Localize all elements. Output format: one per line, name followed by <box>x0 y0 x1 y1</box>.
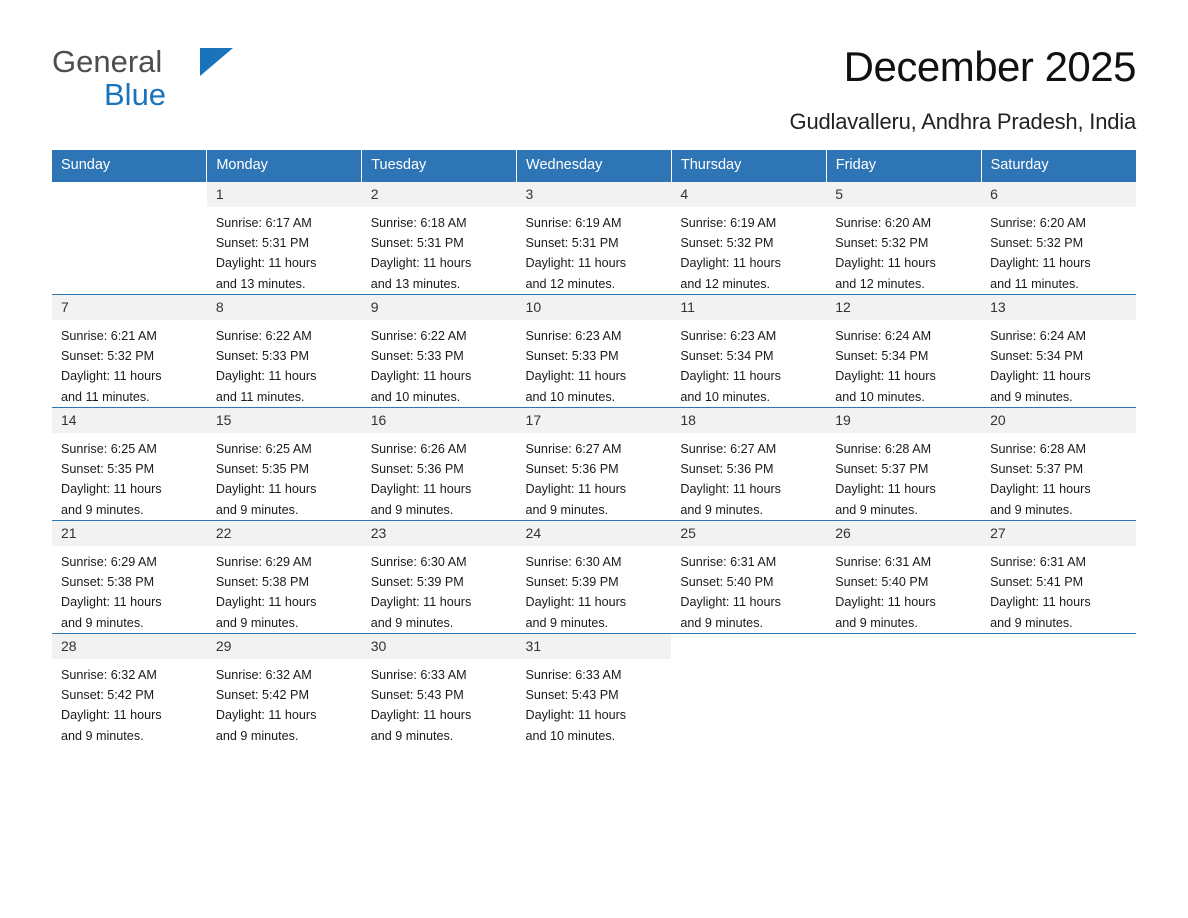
day-number: 16 <box>362 408 517 433</box>
weekday-header-saturday: Saturday <box>981 150 1136 182</box>
day-info-line: Sunset: 5:36 PM <box>370 462 464 477</box>
calendar-day-cell[interactable] <box>826 295 981 408</box>
calendar-day-cell[interactable] <box>826 408 981 521</box>
day-info <box>517 207 672 294</box>
calendar-day-cell[interactable] <box>826 182 981 295</box>
day-info-line: Sunrise: 6:19 AM <box>680 216 777 230</box>
calendar-day-cell[interactable] <box>671 521 826 634</box>
day-info-line: and 9 minutes. <box>835 615 918 630</box>
day-info-line: Sunrise: 6:32 AM <box>215 668 312 682</box>
day-info-line: Sunset: 5:31 PM <box>525 236 619 251</box>
day-info-line: Sunrise: 6:33 AM <box>370 668 467 682</box>
calendar-day-cell[interactable] <box>517 408 672 521</box>
day-info-line: Sunset: 5:33 PM <box>370 349 464 364</box>
day-info-line: Sunset: 5:32 PM <box>990 236 1084 251</box>
day-info-line: Sunset: 5:34 PM <box>680 349 774 364</box>
day-info <box>517 659 672 746</box>
day-info <box>826 433 981 520</box>
day-info-line: Daylight: 11 hours <box>370 708 472 723</box>
calendar-day-cell[interactable] <box>671 295 826 408</box>
day-info-line: Sunrise: 6:22 AM <box>370 329 467 343</box>
day-info-line: Sunset: 5:34 PM <box>990 349 1084 364</box>
day-info <box>671 546 826 633</box>
day-info-line: and 9 minutes. <box>525 615 609 630</box>
day-info <box>981 546 1136 633</box>
day-number: 10 <box>517 295 672 320</box>
calendar-day-cell[interactable] <box>981 521 1136 634</box>
day-info <box>826 546 981 633</box>
day-info-line: and 13 minutes. <box>215 276 306 291</box>
calendar-week-row <box>52 521 1136 634</box>
day-info-line: Sunrise: 6:28 AM <box>990 442 1086 456</box>
calendar-day-cell[interactable] <box>52 408 207 521</box>
day-number: 4 <box>671 182 826 207</box>
day-number: 19 <box>826 408 981 433</box>
calendar-day-cell[interactable] <box>207 295 362 408</box>
day-info-line: Sunrise: 6:21 AM <box>61 329 157 343</box>
day-number: 20 <box>981 408 1136 433</box>
day-info <box>981 433 1136 520</box>
day-info-line: and 12 minutes. <box>525 276 616 291</box>
day-info-line: and 13 minutes. <box>370 276 461 291</box>
day-info-line: Daylight: 11 hours <box>525 595 627 610</box>
calendar-empty-cell <box>671 634 826 747</box>
calendar-day-cell[interactable] <box>517 521 672 634</box>
calendar-day-cell[interactable] <box>362 295 517 408</box>
day-info <box>362 207 517 294</box>
day-info-line: Daylight: 11 hours <box>525 256 627 271</box>
weekday-header-wednesday: Wednesday <box>517 150 672 182</box>
calendar-week-row <box>52 408 1136 521</box>
day-info-line: Sunrise: 6:22 AM <box>215 329 312 343</box>
day-info-line: Sunset: 5:36 PM <box>680 462 774 477</box>
day-info-line: and 9 minutes. <box>215 615 299 630</box>
day-info-line: and 9 minutes. <box>61 502 144 517</box>
day-number: 23 <box>362 521 517 546</box>
day-info-line: Daylight: 11 hours <box>990 369 1091 384</box>
calendar-day-cell[interactable] <box>671 408 826 521</box>
calendar-day-cell[interactable] <box>52 295 207 408</box>
calendar-day-cell[interactable] <box>207 182 362 295</box>
day-info <box>517 320 672 407</box>
day-info-line: Sunrise: 6:23 AM <box>525 329 622 343</box>
day-info-line: Sunset: 5:35 PM <box>215 462 309 477</box>
day-number: 13 <box>981 295 1136 320</box>
logo-text-blue: Blue <box>104 77 167 112</box>
day-info-line: and 10 minutes. <box>525 389 616 404</box>
day-info-line: and 10 minutes. <box>680 389 770 404</box>
day-info-line: Daylight: 11 hours <box>370 595 472 610</box>
day-info-line: Sunset: 5:42 PM <box>215 688 309 703</box>
day-number: 8 <box>207 295 362 320</box>
day-number: 11 <box>671 295 826 320</box>
day-info-line: Sunset: 5:32 PM <box>680 236 774 251</box>
day-info-line: Sunset: 5:32 PM <box>835 236 929 251</box>
day-info-line: Daylight: 11 hours <box>990 256 1091 271</box>
day-info <box>826 320 981 407</box>
calendar-day-cell[interactable] <box>52 521 207 634</box>
calendar-day-cell[interactable] <box>517 295 672 408</box>
day-info-line: Sunrise: 6:17 AM <box>215 216 312 230</box>
day-number <box>826 634 981 645</box>
day-info-line: Sunrise: 6:31 AM <box>835 555 932 569</box>
day-info-line: Sunrise: 6:32 AM <box>61 668 157 682</box>
day-info-line: and 9 minutes. <box>680 615 763 630</box>
weekday-header-sunday: Sunday <box>52 150 207 182</box>
day-number: 15 <box>207 408 362 433</box>
calendar-table <box>52 150 1136 746</box>
day-info-line: Sunset: 5:38 PM <box>61 575 155 590</box>
weekday-header-thursday: Thursday <box>671 150 826 182</box>
day-info-line: Sunset: 5:37 PM <box>835 462 929 477</box>
day-info <box>207 546 362 633</box>
day-number: 9 <box>362 295 517 320</box>
day-number: 17 <box>517 408 672 433</box>
day-number: 1 <box>207 182 362 207</box>
general-blue-logo <box>52 46 232 110</box>
day-info-line: and 10 minutes. <box>370 389 461 404</box>
day-info-line: Sunset: 5:36 PM <box>525 462 619 477</box>
day-info-line: and 9 minutes. <box>680 502 763 517</box>
logo-triangle-icon <box>200 48 233 76</box>
day-info <box>362 659 517 746</box>
day-info-line: Sunset: 5:41 PM <box>990 575 1084 590</box>
calendar-day-cell[interactable] <box>826 521 981 634</box>
day-info-line: Sunrise: 6:23 AM <box>680 329 777 343</box>
day-info-line: and 9 minutes. <box>370 615 454 630</box>
day-info-line: Sunset: 5:31 PM <box>370 236 464 251</box>
day-info <box>826 207 981 294</box>
day-info-line: Sunset: 5:34 PM <box>835 349 929 364</box>
day-info-line: Sunset: 5:39 PM <box>525 575 619 590</box>
day-info-line: Daylight: 11 hours <box>61 369 162 384</box>
day-info-line: Sunrise: 6:24 AM <box>835 329 932 343</box>
day-info <box>52 659 207 746</box>
day-info-line: and 9 minutes. <box>215 728 299 743</box>
day-info-line: and 9 minutes. <box>370 502 454 517</box>
day-number: 12 <box>826 295 981 320</box>
calendar-day-cell[interactable] <box>981 182 1136 295</box>
day-info-line: and 9 minutes. <box>61 728 144 743</box>
day-info-line: Sunset: 5:42 PM <box>61 688 155 703</box>
day-info-line: and 9 minutes. <box>370 728 454 743</box>
calendar-day-cell[interactable] <box>517 182 672 295</box>
day-number <box>981 634 1136 645</box>
day-info <box>671 433 826 520</box>
day-info-line: Sunrise: 6:30 AM <box>525 555 622 569</box>
day-info-line: Daylight: 11 hours <box>370 369 472 384</box>
day-info-line: Daylight: 11 hours <box>61 595 162 610</box>
day-info <box>517 546 672 633</box>
day-number: 2 <box>362 182 517 207</box>
day-info-line: Sunset: 5:40 PM <box>680 575 774 590</box>
day-info-line: Sunrise: 6:26 AM <box>370 442 467 456</box>
day-info <box>362 433 517 520</box>
day-number: 14 <box>52 408 207 433</box>
calendar-day-cell[interactable] <box>671 182 826 295</box>
day-info-line: Daylight: 11 hours <box>215 482 317 497</box>
day-info-line: Sunrise: 6:19 AM <box>525 216 622 230</box>
day-info-line: and 10 minutes. <box>525 728 616 743</box>
day-info-line: Sunrise: 6:31 AM <box>680 555 777 569</box>
day-info-line: Daylight: 11 hours <box>990 595 1091 610</box>
day-info-line: Daylight: 11 hours <box>215 369 317 384</box>
day-number <box>671 634 826 645</box>
calendar-header-row <box>52 150 1136 182</box>
calendar-empty-cell <box>981 634 1136 747</box>
day-info-line: Sunrise: 6:18 AM <box>370 216 467 230</box>
calendar-day-cell[interactable] <box>362 182 517 295</box>
day-info-line: Daylight: 11 hours <box>61 708 162 723</box>
day-number: 7 <box>52 295 207 320</box>
day-info-line: Sunrise: 6:28 AM <box>835 442 932 456</box>
day-number: 28 <box>52 634 207 659</box>
day-info-line: Sunset: 5:40 PM <box>835 575 929 590</box>
day-info-line: Sunset: 5:33 PM <box>525 349 619 364</box>
day-info <box>671 207 826 294</box>
calendar-week-row <box>52 295 1136 408</box>
calendar-day-cell[interactable] <box>362 634 517 747</box>
day-number: 25 <box>671 521 826 546</box>
day-info-line: Daylight: 11 hours <box>680 595 781 610</box>
calendar-day-cell[interactable] <box>362 408 517 521</box>
day-info-line: Sunrise: 6:25 AM <box>215 442 312 456</box>
calendar-day-cell[interactable] <box>207 521 362 634</box>
day-info-line: Sunset: 5:39 PM <box>370 575 464 590</box>
day-info <box>517 433 672 520</box>
day-number: 30 <box>362 634 517 659</box>
day-info-line: Daylight: 11 hours <box>525 708 627 723</box>
day-info <box>52 546 207 633</box>
day-number: 18 <box>671 408 826 433</box>
day-info-line: Daylight: 11 hours <box>680 256 781 271</box>
day-info-line: Sunrise: 6:27 AM <box>680 442 777 456</box>
day-info-line: and 11 minutes. <box>61 389 150 404</box>
day-info-line: Sunrise: 6:25 AM <box>61 442 157 456</box>
weekday-header-friday: Friday <box>826 150 981 182</box>
day-info <box>52 320 207 407</box>
day-info-line: Sunrise: 6:33 AM <box>525 668 622 682</box>
day-info-line: and 9 minutes. <box>990 615 1073 630</box>
calendar-week-row <box>52 182 1136 295</box>
day-info-line: Sunrise: 6:31 AM <box>990 555 1086 569</box>
calendar-body <box>52 182 1136 747</box>
day-number: 6 <box>981 182 1136 207</box>
day-info-line: and 9 minutes. <box>525 502 609 517</box>
day-info-line: Sunrise: 6:29 AM <box>61 555 157 569</box>
title-block <box>232 43 1136 135</box>
day-info <box>207 659 362 746</box>
day-number: 21 <box>52 521 207 546</box>
day-info-line: Daylight: 11 hours <box>215 256 317 271</box>
day-info-line: Sunset: 5:33 PM <box>215 349 309 364</box>
day-info-line: Sunset: 5:43 PM <box>525 688 619 703</box>
day-info-line: Daylight: 11 hours <box>370 482 472 497</box>
page-header <box>52 0 1136 134</box>
day-info <box>981 320 1136 407</box>
day-info-line: Daylight: 11 hours <box>835 482 936 497</box>
day-info <box>671 320 826 407</box>
day-info <box>52 433 207 520</box>
day-info-line: and 11 minutes. <box>215 389 305 404</box>
day-info-line: and 12 minutes. <box>835 276 925 291</box>
day-info-line: Daylight: 11 hours <box>835 595 936 610</box>
day-info-line: and 9 minutes. <box>990 389 1073 404</box>
calendar-day-cell[interactable] <box>517 634 672 747</box>
day-info-line: Sunrise: 6:20 AM <box>835 216 932 230</box>
day-info-line: Sunrise: 6:24 AM <box>990 329 1086 343</box>
day-info-line: Daylight: 11 hours <box>835 256 936 271</box>
day-info-line: Sunset: 5:43 PM <box>370 688 464 703</box>
day-info-line: Sunrise: 6:29 AM <box>215 555 312 569</box>
day-info <box>207 207 362 294</box>
calendar-day-cell[interactable] <box>362 521 517 634</box>
day-number: 26 <box>826 521 981 546</box>
day-info-line: Daylight: 11 hours <box>215 595 317 610</box>
page-title: December 2025 <box>843 43 1136 90</box>
calendar-week-row <box>52 634 1136 747</box>
day-info <box>207 433 362 520</box>
calendar-day-cell[interactable] <box>981 408 1136 521</box>
day-info-line: Sunset: 5:32 PM <box>61 349 155 364</box>
day-info-line: and 9 minutes. <box>61 615 144 630</box>
day-info-line: and 11 minutes. <box>990 276 1079 291</box>
day-info <box>981 207 1136 294</box>
day-info-line: Daylight: 11 hours <box>61 482 162 497</box>
day-number: 22 <box>207 521 362 546</box>
calendar-day-cell[interactable] <box>207 634 362 747</box>
day-info-line: Daylight: 11 hours <box>680 482 781 497</box>
day-info-line: Sunset: 5:37 PM <box>990 462 1084 477</box>
weekday-header-tuesday: Tuesday <box>362 150 517 182</box>
day-info-line: Daylight: 11 hours <box>215 708 317 723</box>
day-info-line: Daylight: 11 hours <box>990 482 1091 497</box>
day-info-line: and 12 minutes. <box>680 276 770 291</box>
day-number: 5 <box>826 182 981 207</box>
day-info-line: Sunset: 5:35 PM <box>61 462 155 477</box>
weekday-header-monday: Monday <box>207 150 362 182</box>
calendar-empty-cell <box>52 182 207 295</box>
day-info <box>207 320 362 407</box>
location-subtitle: Gudlavalleru, Andhra Pradesh, India <box>789 109 1136 134</box>
day-info-line: Sunset: 5:38 PM <box>215 575 309 590</box>
day-number: 31 <box>517 634 672 659</box>
day-info-line: Daylight: 11 hours <box>525 369 627 384</box>
day-number <box>52 182 207 193</box>
logo-text-general: General <box>52 44 163 79</box>
calendar-empty-cell <box>826 634 981 747</box>
calendar-day-cell[interactable] <box>207 408 362 521</box>
day-info <box>362 320 517 407</box>
day-info-line: Sunrise: 6:27 AM <box>525 442 622 456</box>
day-info-line: Daylight: 11 hours <box>835 369 936 384</box>
day-info-line: and 9 minutes. <box>990 502 1073 517</box>
day-info-line: Sunrise: 6:20 AM <box>990 216 1086 230</box>
calendar-day-cell[interactable] <box>981 295 1136 408</box>
day-number: 3 <box>517 182 672 207</box>
day-info-line: Sunrise: 6:30 AM <box>370 555 467 569</box>
day-info-line: and 10 minutes. <box>835 389 925 404</box>
day-info <box>362 546 517 633</box>
day-number: 27 <box>981 521 1136 546</box>
day-info-line: and 9 minutes. <box>835 502 918 517</box>
day-info-line: Daylight: 11 hours <box>680 369 781 384</box>
day-info-line: Daylight: 11 hours <box>525 482 627 497</box>
calendar-day-cell[interactable] <box>52 634 207 747</box>
day-info-line: Sunset: 5:31 PM <box>215 236 309 251</box>
day-info-line: Daylight: 11 hours <box>370 256 472 271</box>
day-number: 24 <box>517 521 672 546</box>
day-number: 29 <box>207 634 362 659</box>
day-info-line: and 9 minutes. <box>215 502 299 517</box>
